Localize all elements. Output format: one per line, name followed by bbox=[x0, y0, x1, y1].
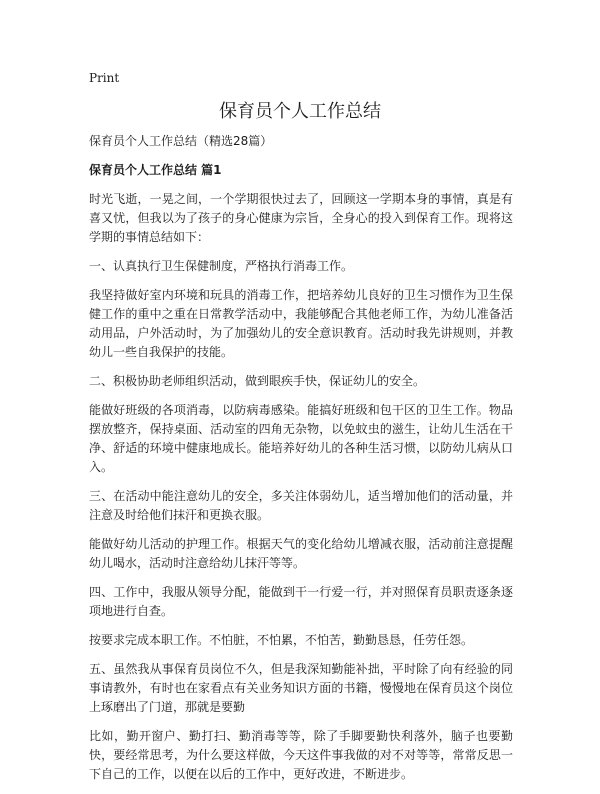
page-title: 保育员个人工作总结 bbox=[219, 101, 381, 122]
paragraph-detail-1: 我坚持做好室内环境和玩具的消毒工作，把培养幼儿良好的卫生习惯作为卫生保健工作的重中之重在日常教学活动中，我能够配合其他老师工作，为幼儿准备活动用品，户外活动时，为了加强幼儿的安全意识教育。活动时我先讲规则，并教幼儿一些自我保护的技能。 bbox=[89, 288, 513, 359]
paragraph-detail-5: 比如，勤开窗户、勤打扫、勤消毒等等，除了手脚要勤快利落外，脑子也要勤快，要经常思考，为什么要这样做，今天这件事我做的对不对等等，常常反思一下自己的工作，以便在以后的工作中，更好改进，不断进步。 bbox=[89, 729, 513, 781]
paragraph-intro: 时光飞逝，一晃之间，一个学期很快过去了，回顾这一学期本身的事情，真是有喜又忧，但我以为了孩子的身心健康为宗旨，全身心的投入到保育工作。现将这学期的事情总结如下： bbox=[89, 192, 513, 244]
paragraph-point-3: 三、在活动中能注意幼儿的安全，多关注体弱幼儿，适当增加他们的活动量，并注意及时给他们抹汗和更换衣服。 bbox=[89, 489, 513, 522]
section-heading: 保育员个人工作总结 篇1 bbox=[89, 163, 222, 177]
paragraph-point-2: 二、积极协助老师组织活动，做到眼疾手快，保证幼儿的安全。 bbox=[89, 374, 426, 388]
paragraph-point-4: 四、工作中，我服从领导分配，能做到干一行爱一行，并对照保育员职责逐条逐项地进行自查。 bbox=[89, 585, 513, 618]
document-subtitle: 保育员个人工作总结（精选28篇） bbox=[89, 134, 273, 148]
paragraph-detail-4: 按要求完成本职工作。不怕脏，不怕累，不怕苦，勤勤恳恳，任劳任怨。 bbox=[89, 633, 474, 647]
print-link[interactable]: Print bbox=[89, 71, 120, 85]
paragraph-point-1: 一、认真执行卫生保健制度，严格执行消毒工作。 bbox=[89, 259, 354, 273]
paragraph-detail-3: 能做好幼儿活动的护理工作。根据天气的变化给幼儿增减衣服，活动前注意提醒幼儿喝水，活动时注意给幼儿抹汗等等。 bbox=[89, 537, 513, 570]
paragraph-point-5: 五、虽然我从事保育员岗位不久，但是我深知勤能补拙，平时除了向有经验的同事请教外，有时也在家看点有关业务知识方面的书籍，慢慢地在保育员这个岗位上琢磨出了门道，那就是要勤 bbox=[89, 662, 513, 714]
paragraph-detail-2: 能做好班级的各项消毒，以防病毒感染。能搞好班级和包干区的卫生工作。物品摆放整齐，保持桌面、活动室的四角无杂物，以免蚊虫的滋生，让幼儿生活在干净、舒适的环境中健康地成长。能培养好幼儿的各种生活习惯，以防幼儿病从口入。 bbox=[89, 403, 513, 474]
document-body bbox=[89, 132, 513, 794]
